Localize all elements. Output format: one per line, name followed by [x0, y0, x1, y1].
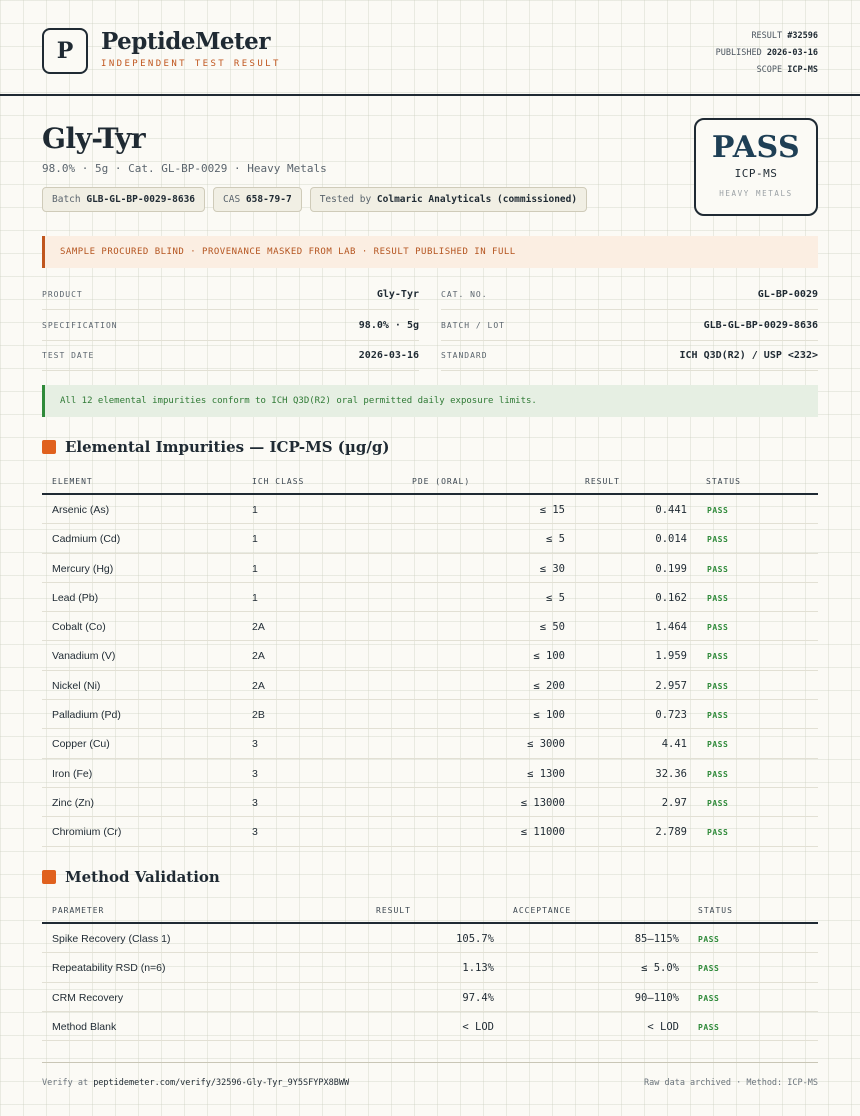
col-status: STATUS: [698, 906, 733, 915]
element-name: Chromium (Cr): [52, 826, 122, 839]
product-chips: [42, 187, 587, 212]
brand-logo: P: [42, 28, 88, 74]
acceptance-range: ≤ 5.0%: [641, 962, 679, 975]
verify-prefix: Verify at: [42, 1078, 89, 1088]
result-value: 97.4%: [462, 991, 494, 1004]
ich-class: 1: [252, 533, 258, 546]
table-row: [42, 583, 818, 612]
status-badge: PASS: [707, 828, 729, 838]
chip-label: Tested by: [319, 194, 372, 205]
parameter-name: Method Blank: [52, 1020, 117, 1033]
ich-class: 3: [252, 738, 258, 751]
impurities-table: [42, 467, 818, 847]
status-badge: PASS: [707, 652, 729, 662]
validation-section-title: Method Validation: [65, 868, 220, 886]
table-row: [42, 953, 818, 982]
verdict-stamp: [694, 118, 818, 216]
status-badge: PASS: [707, 506, 729, 515]
info-label: CAT. NO.: [441, 290, 488, 299]
status-badge: PASS: [707, 681, 729, 691]
ich-class: 3: [252, 767, 258, 780]
info-row-date: [42, 341, 419, 371]
validation-table-body: [42, 924, 818, 1041]
pde-limit: ≤ 5: [546, 533, 565, 546]
col-pde: PDE (ORAL): [412, 477, 471, 486]
chip-value: 658-79-7: [245, 194, 292, 205]
result-value: 105.7%: [456, 933, 494, 945]
result-value: 32.36: [655, 767, 687, 780]
result-value: 2.957: [655, 679, 687, 692]
status-badge: PASS: [707, 593, 729, 603]
pde-limit: ≤ 5: [546, 591, 565, 604]
info-label: BATCH / LOT: [441, 321, 505, 330]
product-title: Gly-Tyr: [42, 122, 146, 155]
conformance-banner: All 12 elemental impurities conform to ICH Q3D(R2) oral permitted daily exposure limits.: [42, 385, 818, 417]
pde-limit: ≤ 30: [539, 562, 565, 575]
product-subtitle: 98.0% · 5g · Cat. GL-BP-0029 · Heavy Metals: [42, 162, 327, 175]
info-label: PRODUCT: [42, 290, 83, 299]
chip-value: GLB-GL-BP-0029-8636: [86, 194, 196, 205]
impurities-section-head: [42, 438, 389, 456]
result-value: < LOD: [462, 1020, 494, 1033]
result-value: 2.97: [661, 796, 687, 809]
procurement-notice: SAMPLE PROCURED BLIND · PROVENANCE MASKED FROM LAB · RESULT PUBLISHED IN FULL: [42, 236, 818, 268]
result-value: 0.723: [655, 709, 687, 722]
element-name: Zinc (Zn): [52, 796, 94, 809]
pde-limit: ≤ 15: [539, 504, 565, 516]
verdict-text: PASS: [711, 130, 801, 165]
element-name: Vanadium (V): [52, 650, 116, 663]
pde-limit: ≤ 1300: [527, 767, 565, 780]
report-meta: [716, 28, 818, 79]
table-row: [42, 495, 818, 524]
tested-by-chip: [310, 187, 587, 212]
parameter-name: Repeatability RSD (n=6): [52, 962, 166, 975]
result-value: 2.789: [655, 826, 687, 839]
table-row: [42, 788, 818, 817]
info-value: 2026-03-16: [358, 350, 419, 361]
acceptance-range: < LOD: [647, 1020, 679, 1033]
brand-name: PeptideMeter: [101, 28, 270, 55]
scope-label: SCOPE: [756, 65, 783, 75]
result-value: 1.959: [655, 650, 687, 663]
table-row: [42, 983, 818, 1012]
table-row: [42, 759, 818, 788]
table-row: [42, 817, 818, 846]
info-row-standard: [441, 341, 818, 371]
element-name: Nickel (Ni): [52, 679, 101, 692]
result-value: 0.014: [655, 533, 687, 546]
pde-limit: ≤ 3000: [527, 738, 565, 751]
scope-value: ICP-MS: [787, 65, 818, 75]
ich-class: 1: [252, 504, 258, 516]
impurities-table-body: [42, 495, 818, 847]
table-row: [42, 612, 818, 641]
section-marker-icon: [42, 870, 56, 884]
ich-class: 2B: [252, 709, 265, 722]
acceptance-range: 90–110%: [634, 991, 679, 1004]
pde-limit: ≤ 100: [533, 650, 565, 663]
result-number: #32596: [787, 31, 818, 41]
element-name: Mercury (Hg): [52, 562, 114, 575]
validation-table: [42, 896, 818, 1041]
ich-class: 1: [252, 562, 258, 575]
section-marker-icon: [42, 440, 56, 454]
published-date: 2026-03-16: [766, 48, 818, 58]
info-row-spec: [42, 311, 419, 341]
status-badge: PASS: [707, 798, 729, 808]
cas-chip: [213, 187, 302, 212]
archive-note: Raw data archived · Method: ICP-MS: [644, 1078, 818, 1088]
element-name: Arsenic (As): [52, 504, 110, 516]
element-name: Iron (Fe): [52, 767, 93, 780]
col-element: ELEMENT: [52, 477, 93, 486]
col-class: ICH CLASS: [252, 477, 305, 486]
info-value: GLB-GL-BP-0029-8636: [703, 320, 818, 331]
col-parameter: PARAMETER: [52, 906, 105, 915]
brand-tagline: INDEPENDENT TEST RESULT: [101, 59, 281, 69]
info-value: 98.0% · 5g: [358, 320, 419, 331]
table-row: [42, 700, 818, 729]
result-value: 1.464: [655, 621, 687, 634]
status-badge: PASS: [698, 935, 720, 944]
element-name: Lead (Pb): [52, 591, 99, 604]
status-badge: PASS: [707, 711, 729, 721]
table-row: [42, 729, 818, 758]
info-value: GL-BP-0029: [757, 289, 818, 300]
result-value: 4.41: [661, 738, 687, 751]
status-badge: PASS: [707, 623, 729, 633]
info-row-product: [42, 280, 419, 310]
info-value: ICH Q3D(R2) / USP <232>: [679, 350, 818, 361]
col-result: RESULT: [585, 477, 620, 486]
report-footer: [42, 1062, 818, 1102]
verify-link[interactable]: peptidemeter.com/verify/32596-Gly-Tyr_9Y5SFYPX8BWW: [93, 1078, 350, 1088]
acceptance-range: 85–115%: [634, 933, 679, 945]
table-row: [42, 554, 818, 583]
info-row-catno: [441, 280, 818, 310]
stamp-method: ICP-MS: [734, 167, 778, 180]
validation-section-head: [42, 868, 220, 886]
ich-class: 1: [252, 591, 258, 604]
report-header: [0, 0, 860, 96]
pde-limit: ≤ 50: [539, 621, 565, 634]
table-row: [42, 641, 818, 670]
status-badge: PASS: [698, 1022, 720, 1032]
result-value: 0.199: [655, 562, 687, 575]
status-badge: PASS: [707, 564, 729, 574]
info-value: Gly-Tyr: [376, 289, 419, 300]
table-row: [42, 671, 818, 700]
parameter-name: Spike Recovery (Class 1): [52, 933, 171, 945]
status-badge: PASS: [707, 769, 729, 779]
result-value: 1.13%: [462, 962, 494, 975]
ich-class: 2A: [252, 679, 265, 692]
pde-limit: ≤ 13000: [520, 796, 565, 809]
col-status: STATUS: [706, 477, 741, 486]
chip-value: Colmaric Analyticals (commissioned): [376, 194, 578, 205]
result-value: 0.162: [655, 591, 687, 604]
impurities-table-header: [42, 467, 818, 495]
pde-limit: ≤ 200: [533, 679, 565, 692]
chip-label: CAS: [223, 194, 241, 205]
chip-label: Batch: [52, 194, 81, 205]
verify-text: [42, 1078, 349, 1088]
info-label: TEST DATE: [42, 351, 95, 360]
pde-limit: ≤ 11000: [520, 826, 565, 839]
published-label: PUBLISHED: [715, 48, 762, 58]
table-row: [42, 1012, 818, 1041]
status-badge: PASS: [707, 740, 729, 750]
status-badge: PASS: [707, 535, 729, 545]
info-label: STANDARD: [441, 351, 488, 360]
validation-table-header: [42, 896, 818, 924]
element-name: Palladium (Pd): [52, 709, 121, 722]
impurities-section-title: Elemental Impurities — ICP-MS (µg/g): [65, 438, 390, 456]
ich-class: 2A: [252, 621, 265, 634]
result-value: 0.441: [655, 504, 687, 516]
element-name: Cadmium (Cd): [52, 533, 121, 546]
table-row: [42, 924, 818, 953]
element-name: Cobalt (Co): [52, 621, 106, 634]
status-badge: PASS: [698, 964, 720, 974]
ich-class: 2A: [252, 650, 265, 663]
pde-limit: ≤ 100: [533, 709, 565, 722]
batch-chip: [42, 187, 205, 212]
table-row: [42, 524, 818, 553]
element-name: Copper (Cu): [52, 738, 110, 751]
col-result: RESULT: [376, 906, 411, 915]
info-row-batch: [441, 311, 818, 341]
parameter-name: CRM Recovery: [52, 991, 124, 1004]
stamp-category: HEAVY METALS: [719, 189, 793, 198]
result-label: RESULT: [751, 31, 783, 41]
ich-class: 3: [252, 796, 258, 809]
col-acceptance: ACCEPTANCE: [513, 906, 572, 915]
ich-class: 3: [252, 826, 258, 839]
status-badge: PASS: [698, 993, 720, 1003]
info-label: SPECIFICATION: [42, 321, 118, 330]
